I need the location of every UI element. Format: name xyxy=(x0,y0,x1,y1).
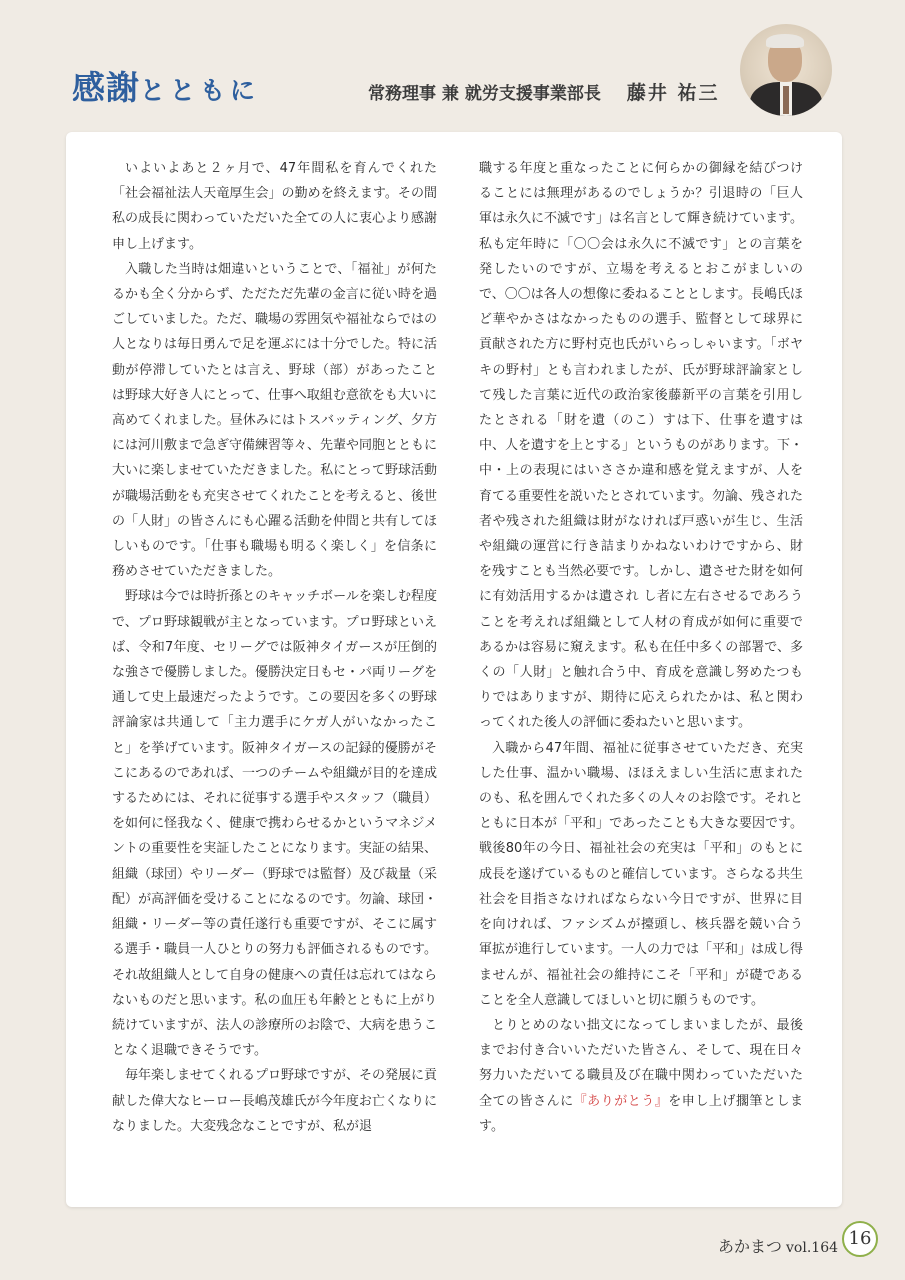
paragraph-closing xyxy=(479,1013,803,1139)
magazine-footer xyxy=(718,1234,838,1257)
author-role: 常務理事 兼 就労支援事業部長 xyxy=(368,84,601,104)
page-number: 16 xyxy=(842,1221,878,1257)
author-byline xyxy=(368,78,719,105)
paragraph: 入職した当時は畑違いということで、「福祉」が何たるかも全く分からず、ただただ先輩の金言に従い時を過ごしていました。ただ、職場の雰囲気や福祉ならではの人となりは毎日勇んで足を運ぶには十分でした。特に活動が停滞していたとは言え、野球（部）があったことは野球大好き人にとって、仕事へ取組む意欲をも大いに高めてくれました。昼休みにはトスバッティング、夕方には河川敷まで急ぎ守備練習等々、先輩や同胞とともに大いに楽しませていただきました。私にとって野球活動が職場活動をも充実させてくれたことを考えると、後世の「人財」の皆さんにも心躍る活動を仲間と共有してほしいものです。「仕事も職場も明るく楽しく」を信条に務めさせていただきました。 xyxy=(112,261,438,580)
article-card xyxy=(66,132,842,1207)
paragraph: 毎年楽しませてくれるプロ野球ですが、その発展に貢献した偉大なヒーロー長嶋茂雄氏が今年度お亡くなりになりました。大変残念なことですが、私が退 xyxy=(112,1068,438,1134)
closing-text-end: を申し上げ擱筆とします。 xyxy=(479,1093,803,1134)
paragraph: 職する年度と重なったことに何らかの御縁を結びつけることには無理があるのでしょうか？引退時の「巨人軍は永久に不滅です」は名言として輝き続けています。私も定年時に「〇〇会は永久に不滅です」との言葉を発したいのですが、立場を考えるとおこがましいので、〇〇は各人の想像に委ねることとします。長嶋氏ほど華やかさはなかったものの選手、監督として球界に貢献された方に野村克也氏がいらっしゃいます。「ボヤキの野村」とも言われましたが、氏が野球評論家として残した言葉に近代の政治家後藤新平の言葉を引用したとされる「財を遺（のこ）すは下、仕事を遺すは中、人を遺すを上とする」というものがあります。下・中・上の表現にはいささか違和感を覚えますが、人を育てる重要性を説いたとされています。勿論、残された者や残された組織は財がなければ戸惑いが生じ、生活や組織の運営に行き詰まりかねないわけですから、財を残すことも当然必要です。しかし、遺させた財を如何に有効活用するかは遺され し者に左右させるであろうことを考えれば組織として人材の育成が如何に重要であるかは容易に窺えます。私も在任中多くの部署で、多くの「人財」と触れ合う中、育成を意識し努めたつもりではありますが、期待に応えられたかは、私と関わってくれた後人の評価に委ねたいと思います。 xyxy=(479,161,803,731)
article-column-right xyxy=(479,156,803,1139)
thanks-highlight: 『ありがとう』 xyxy=(573,1093,669,1109)
paragraph: 入職から47年間、福祉に従事させていただき、充実した仕事、温かい職場、ほほえましい生活に恵まれたのも、私を囲んでくれた多くの人々のお陰です。それとともに日本が「平和」であったことも大きな要因です。戦後80年の今日、福祉社会の充実は「平和」のもとに成長を遂げているものと確信しています。さらなる共生社会を目指さなければならない今日ですが、世界に目を向ければ、ファシズムが擡頭し、核兵器を競い合う軍拡が進行しています。一人の力では「平和」は成し得ませんが、福祉社会の維持にこそ「平和」が礎であることを全人意識してほしいと切に願うものです。 xyxy=(479,740,803,1008)
author-photo xyxy=(740,24,832,116)
closing-text: とりとめのない拙文になってしまいましたが、最後までお付き合いいただいた皆さん、そして、現在日々努力いただいてる職員及び在職中関わっていただいた全ての皆さんに xyxy=(479,1017,803,1109)
paragraph: 野球は今では時折孫とのキャッチボールを楽しむ程度で、プロ野球観戦が主となっています。プロ野球といえば、令和7年度、セリーグでは阪神タイガースが圧倒的な強さで優勝しました。優勝決定日もセ・パ両リーグを通して史上最速だったようです。この要因を多くの野球評論家は共通して「主力選手にケガ人がいなかったこと」を挙げています。阪神タイガースの記録的優勝がそこにあるのであれば、一つのチームや組織が目的を達成するためには、それに従事する選手やスタッフ（職員）を如何に怪我なく、健康で携わらせるかというマネジメントの重要性を実証したことになります。実証の結果、組織（球団）やリーダー（野球では監督）及び裁量（采配）が高評価を受けることになるのです。勿論、球団・組織・リーダー等の責任遂行も重要ですが、そこに属する選手・職員一人ひとりの努力も評価されるものです。それ故組織人として自身の健康への責任は忘れてはならないものだと思います。私の血圧も年齢とともに上がり続けていますが、法人の診療所のお陰で、大病を患うことなく退職できそうです。 xyxy=(112,589,438,1059)
paragraph: いよいよあと２ヶ月で、47年間私を育んでくれた「社会福祉法人天竜厚生会」の勤めを終えます。その間私の成長に関わっていただいた全ての人に衷心より感謝申し上げます。 xyxy=(112,161,437,252)
magazine-name: あかまつ xyxy=(718,1237,783,1256)
magazine-volume: vol.164 xyxy=(786,1240,839,1256)
article-column-left xyxy=(112,156,437,1139)
article-title xyxy=(72,62,260,109)
author-name: 藤井 祐三 xyxy=(626,82,720,104)
title-kanji: 感謝 xyxy=(72,68,140,107)
title-kana: とともに xyxy=(140,76,261,105)
